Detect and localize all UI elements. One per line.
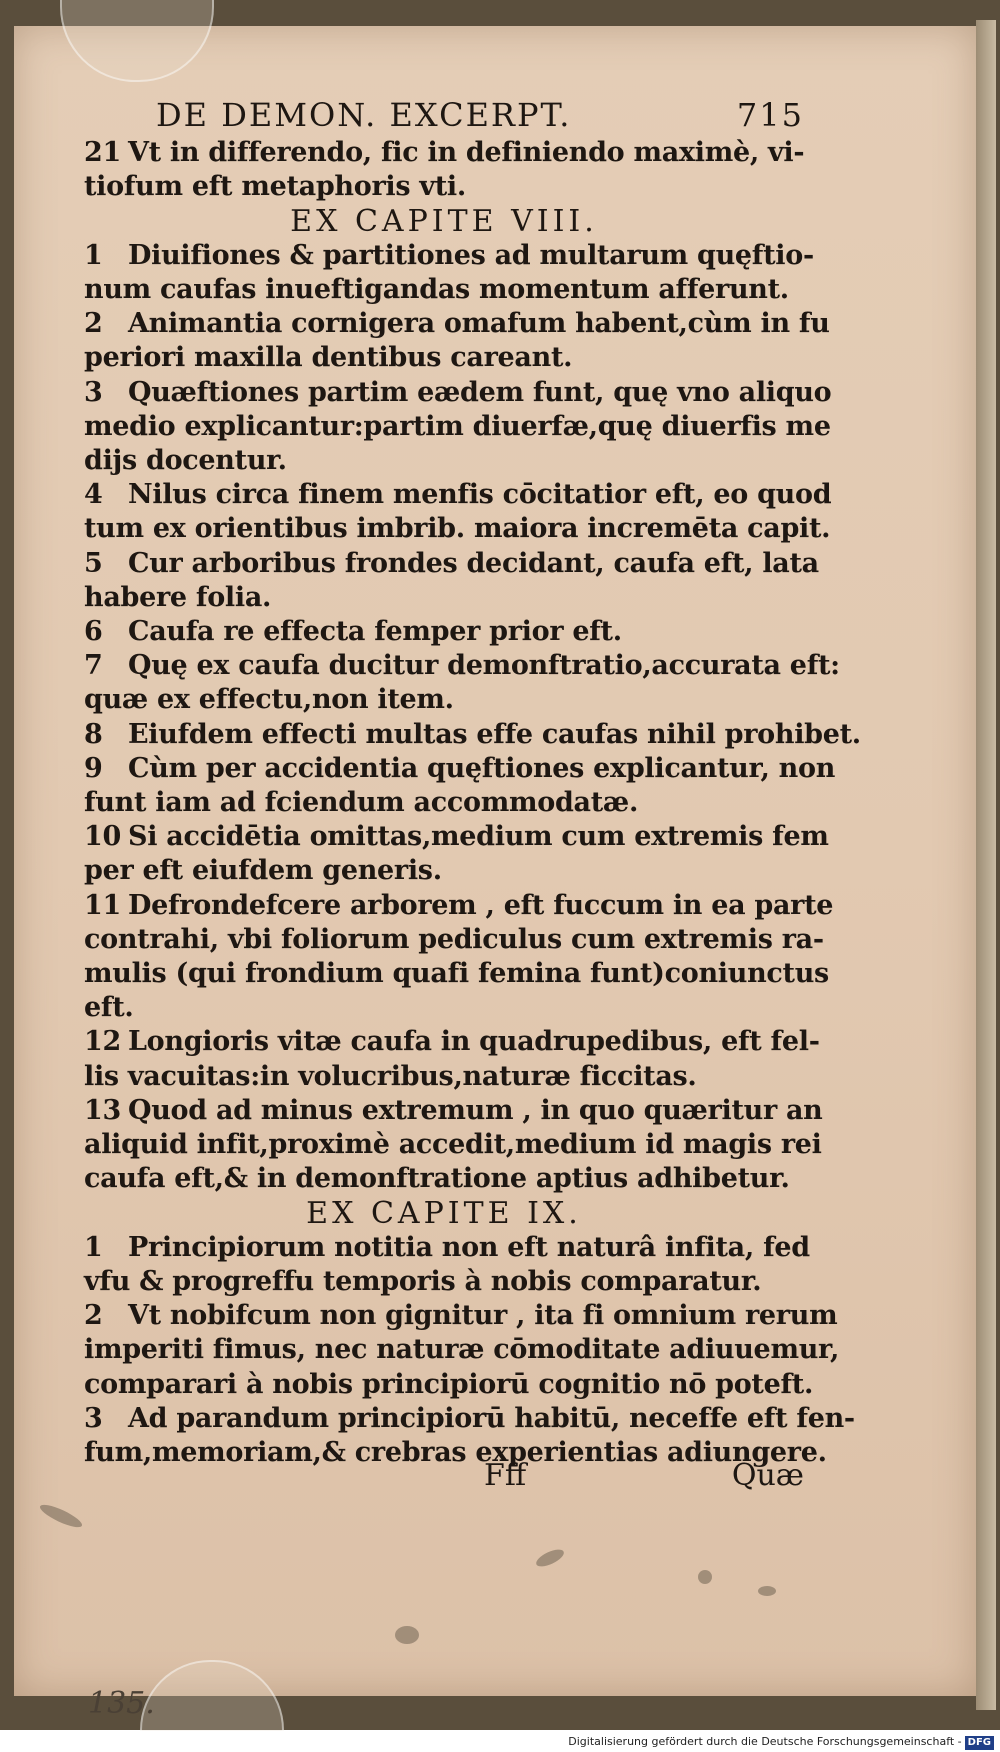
entry [84,1094,823,1197]
text-line: imperiti fimus, nec naturæ cōmoditate adiuuemur, [84,1334,840,1366]
entry-number: 3 [84,376,103,408]
running-title: DE DEMON. EXCERPT. [156,96,572,134]
text-line: funt iam ad fciendum accommodatæ. [84,787,639,819]
text-line: medio explicantur:partim diuerfæ,quę diuerfis me [84,410,831,442]
signature-mark: Fff [484,1458,527,1493]
entry [84,239,814,307]
entry-number: 4 [84,479,103,511]
text-line: 2 Animantia cornigera omafum habent,cùm in fu [84,307,804,341]
entry [84,649,840,717]
entry [84,718,861,752]
text-line: fum,memoriam,& crebras experientias adiungere. [84,1436,827,1468]
text-line: tum ex orientibus imbrib. maiora incremēta capit. [84,513,831,545]
text-line: vfu & progreffu temporis à nobis comparatur. [84,1265,762,1297]
page-text [84,96,861,1470]
text-line: 7 Quę ex caufa ducitur demonftratio,accurata eft: [84,649,804,683]
entry-number: 11 [84,889,121,921]
entry-number: 1 [84,239,103,271]
chapter-heading: EX CAPITE IX. [306,1195,582,1231]
paper-speck [395,1626,419,1644]
entry-number: 12 [84,1026,121,1058]
entry-number: 21 [84,137,121,169]
entry-number: 1 [84,1231,103,1263]
text-line: tiofum eft metaphoris vti. [84,171,466,203]
entry [84,752,836,820]
entry [84,547,819,615]
text-line: 4 Nilus circa finem menfis cōcitatior eft, eo quod [84,478,804,512]
text-line: aliquid infit,proximè accedit,medium id magis rei [84,1129,822,1161]
entry-number: 5 [84,547,103,579]
page-number: 715 [736,96,804,134]
text-line: 2 Vt nobifcum non gignitur , ita fi omnium rerum [84,1299,804,1333]
dfg-logo: DFG [965,1736,994,1750]
paper-speck [758,1586,776,1596]
shelfmark: 135. [88,1686,155,1721]
text-line: per eft eiufdem generis. [84,855,442,887]
entry-number: 3 [84,1402,103,1434]
entry-number: 9 [84,752,103,784]
text-line: 11 Defrondefcere arborem , eft fuccum in ea parte [84,889,804,923]
text-line: eft. [84,992,134,1024]
text-line: habere folia. [84,581,272,613]
entry-number: 8 [84,718,103,750]
text-line: 13 Quod ad minus extremum , in quo quæritur an [84,1094,804,1128]
text-line: contrahi, vbi foliorum pediculus cum extremis ra- [84,923,824,955]
entry [84,136,804,204]
text-line: quæ ex effectu,non item. [84,684,454,716]
text-line: periori maxilla dentibus careant. [84,342,573,374]
running-header [84,98,804,132]
text-line: 21 Vt in differendo, fic in definiendo maximè, vi- [84,136,804,170]
text-line: caufa eft,& in demonftratione aptius adhibetur. [84,1163,790,1195]
catchword: Quæ [731,1458,804,1493]
entry-number: 13 [84,1094,121,1126]
entry [84,889,834,1026]
text-line: 3 Ad parandum principiorū habitū, neceffe eft fen- [84,1402,804,1436]
text-line: 12 Longioris vitæ caufa in quadrupedibus, eft fel- [84,1025,804,1059]
paper-speck [698,1570,712,1584]
text-line: dijs docentur. [84,445,287,477]
entry [84,307,830,375]
entry [84,820,829,888]
digitization-footer [0,1731,1000,1752]
page-edge [976,20,996,1710]
text-line: 5 Cur arboribus frondes decidant, caufa eft, lata [84,547,804,581]
chapter-heading: EX CAPITE VIII. [290,203,598,239]
entry-number: 2 [84,1300,103,1332]
footer-credit: Digitalisierung gefördert durch die Deutsche Forschungsgemeinschaft - [568,1735,962,1748]
page-foot [484,1458,804,1493]
text-line: 1 Diuifiones & partitiones ad multarum quęftio- [84,239,804,273]
text-line: 6 Caufa re effecta femper prior eft. [84,615,804,649]
text-line: 1 Principiorum notitia non eft naturâ infita, fed [84,1231,804,1265]
text-line: comparari à nobis principiorū cognitio nō poteft. [84,1368,814,1400]
text-line: lis vacuitas:in volucribus,naturæ ficcitas. [84,1060,697,1092]
text-line: num caufas inueftigandas momentum afferunt. [84,274,789,306]
entry [84,615,804,649]
entry-number: 2 [84,308,103,340]
entry-number: 7 [84,650,103,682]
entry [84,478,832,546]
text-line: 10 Si accidētia omittas,medium cum extremis fem [84,820,804,854]
text-line: 9 Cùm per accidentia quęftiones explicantur, non [84,752,804,786]
entry-number: 10 [84,821,121,853]
entry [84,1231,810,1299]
text-line: 3 Quæftiones partim eædem funt, quę vno aliquo [84,376,804,410]
entry [84,1025,820,1093]
entry [84,1299,840,1402]
entry-number: 6 [84,616,103,648]
entry [84,376,832,479]
text-line: 8 Eiufdem effecti multas effe caufas nihil prohibet. [84,718,804,752]
text-line: mulis (qui frondium quafi femina funt)coniunctus [84,958,829,990]
